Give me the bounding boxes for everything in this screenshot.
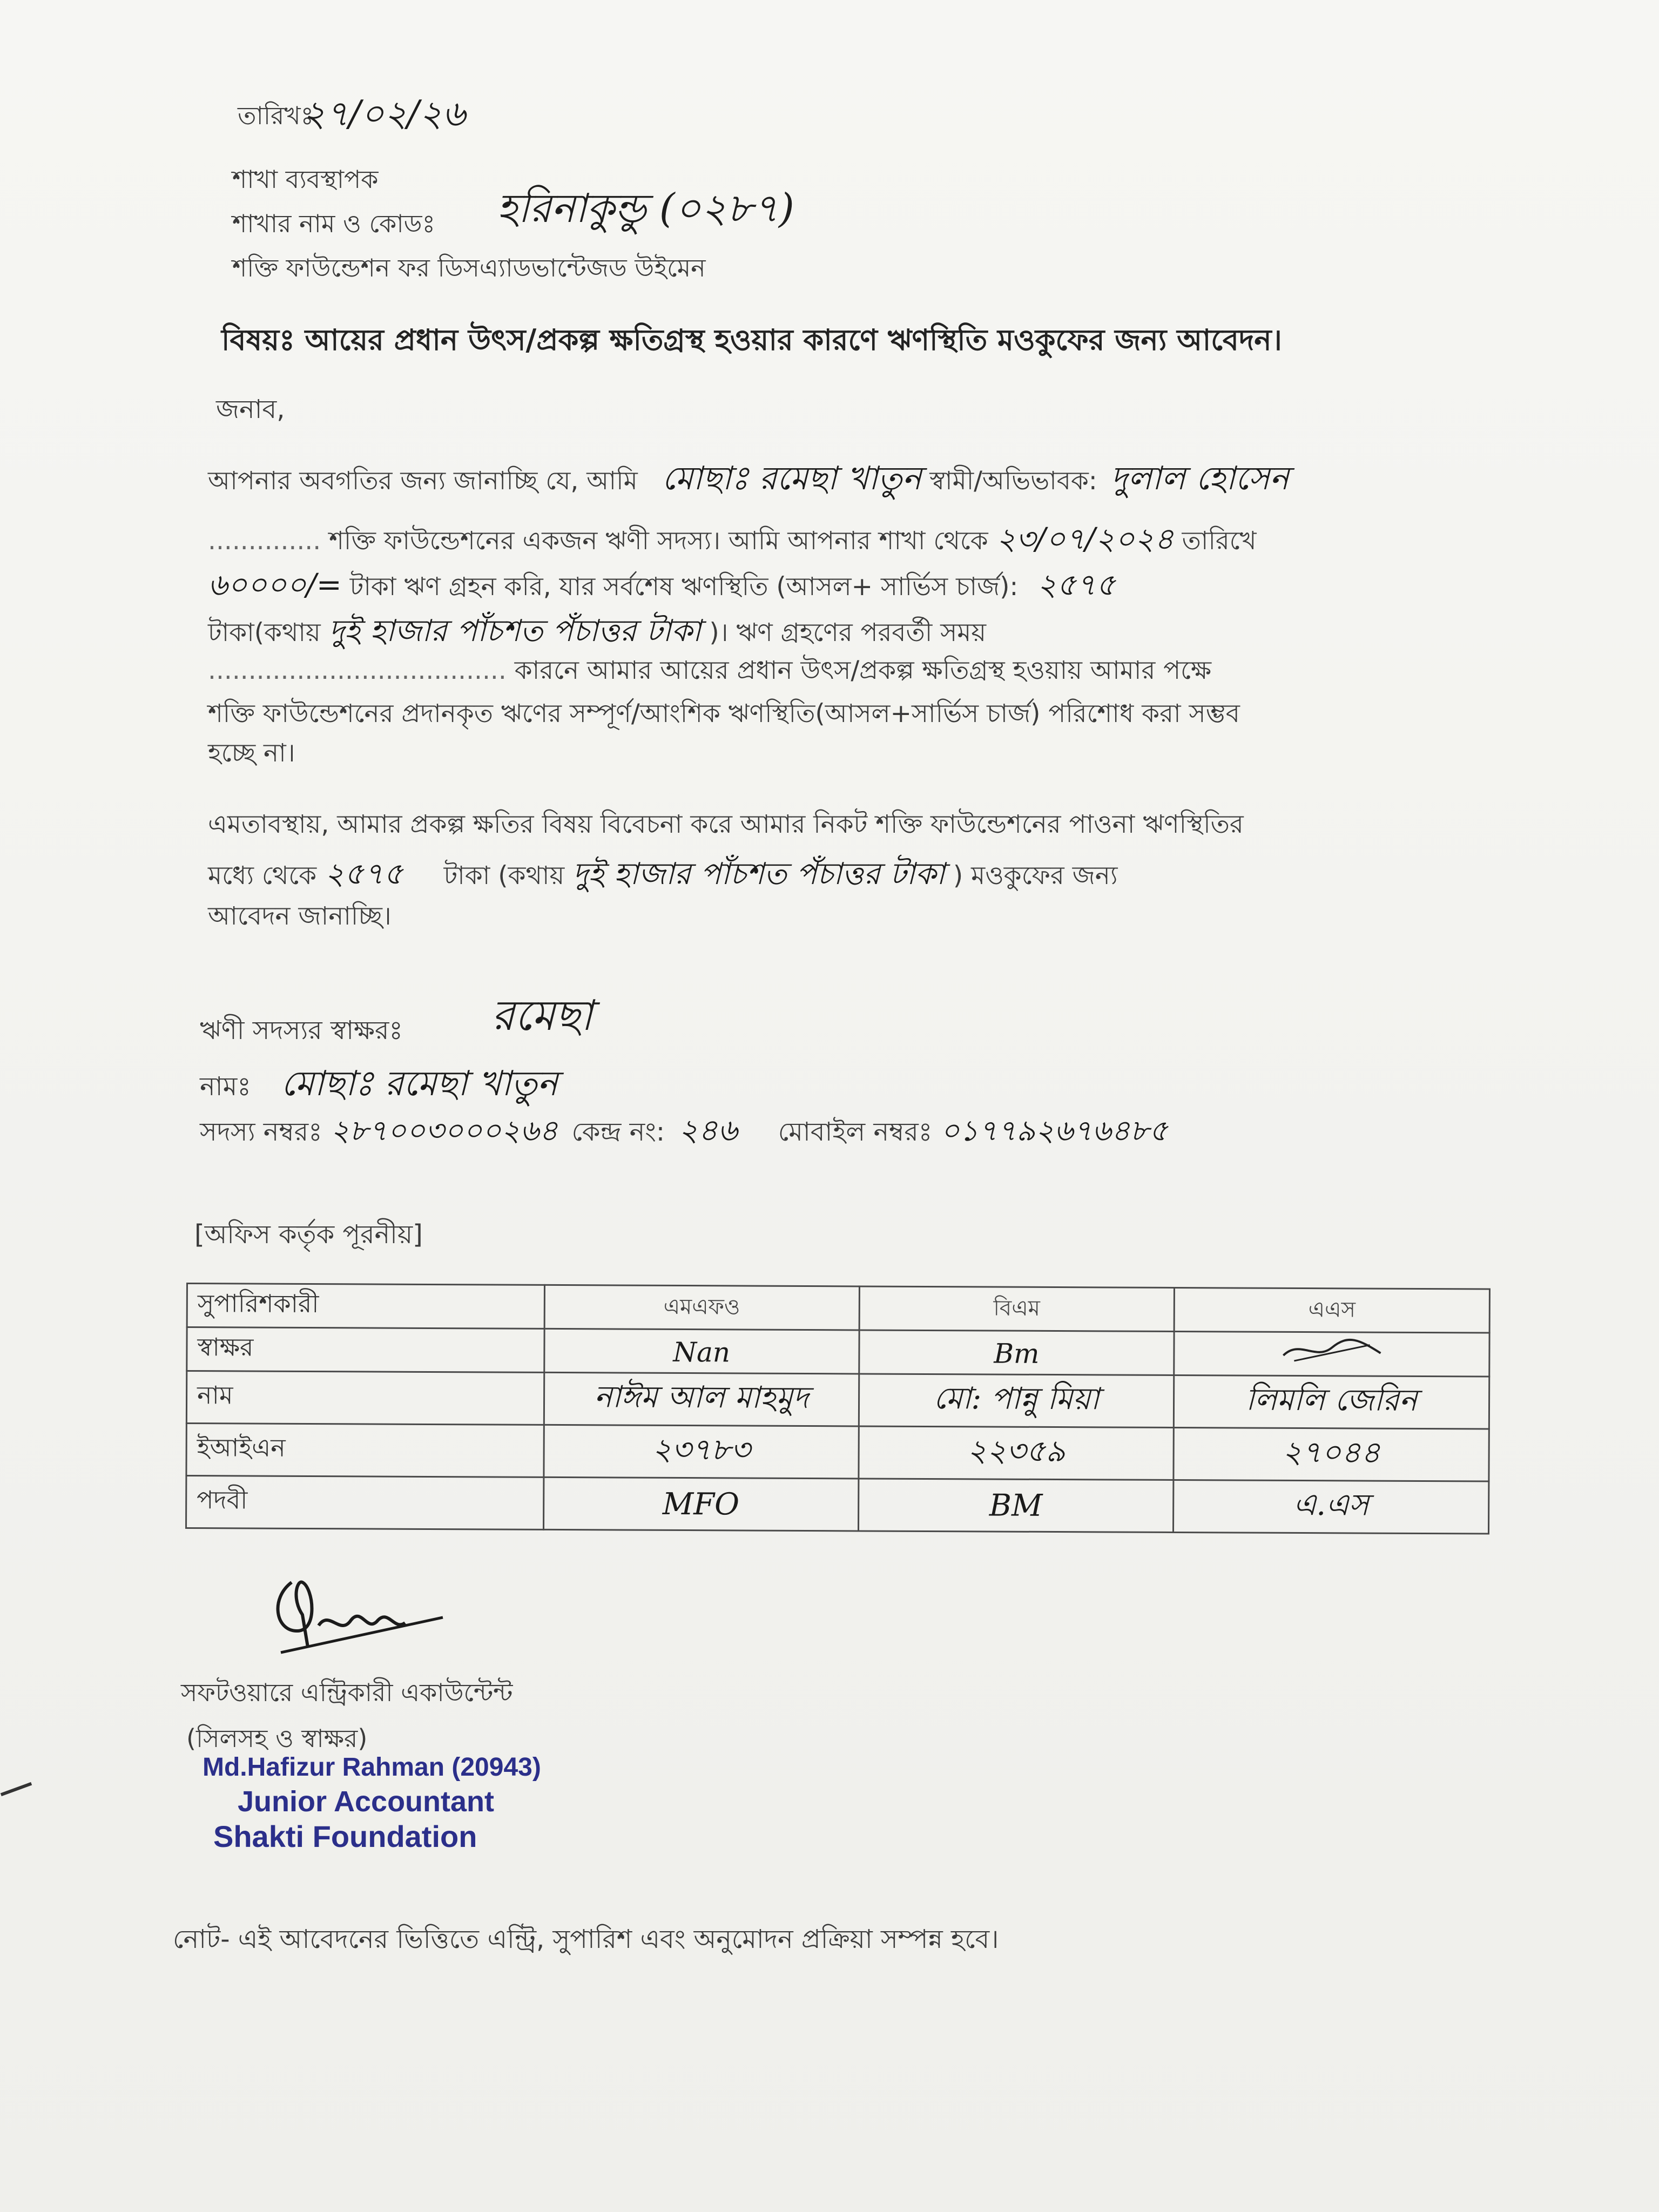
stamp-title: Junior Accountant bbox=[238, 1785, 495, 1818]
col-head-bm: বিএম bbox=[859, 1286, 1175, 1332]
member-signature: রমেছা bbox=[491, 992, 593, 1040]
office-use-label: [অফিস কর্তৃক পূরনীয়] bbox=[194, 1219, 423, 1250]
stamp-organization: Shakti Foundation bbox=[213, 1819, 477, 1853]
paragraph-2-line-1: এমতাবস্থায়, আমার প্রকল্প ক্ষতির বিষয় বিবেচনা করে আমার নিকট শক্তি ফাউন্ডেশনের পাওনা ঋণস্থিতির bbox=[208, 810, 1244, 839]
as-designation: এ.এস bbox=[1174, 1480, 1489, 1534]
addressee-title: শাখা ব্যবস্থাপক bbox=[232, 165, 379, 194]
bm-name: মো: পান্নু মিয়া bbox=[859, 1374, 1174, 1428]
table-row bbox=[187, 1327, 1489, 1377]
text-guardian-label: স্বামী/অভিভাবক: bbox=[929, 466, 1097, 496]
center-value: ২৪৬ bbox=[678, 1113, 738, 1148]
member-number-value: ২৮৭০০৩০০০২৬৪ bbox=[331, 1114, 558, 1148]
footer-note: নোট- এই আবেদনের ভিত্তিতে এন্ট্রি, সুপারিশ এবং অনুমোদন প্রক্রিয়া সম্পন্ন হবে। bbox=[173, 1924, 999, 1954]
dotted-blank: .............. bbox=[208, 526, 321, 556]
balance-fill: ২৫৭৫ bbox=[1037, 568, 1116, 603]
table-row bbox=[186, 1424, 1489, 1482]
loan-amount-fill: ৬০০০০/= bbox=[208, 568, 342, 603]
paragraph-1-line-2 bbox=[208, 516, 1257, 567]
mfo-ein: ২৩৭৮৩ bbox=[544, 1425, 859, 1479]
text-date-suffix: তারিখে bbox=[1182, 526, 1257, 556]
mobile-value: ০১৭৭৯২৬৭৬৪৮৫ bbox=[940, 1114, 1168, 1148]
row-label-designation: পদবী bbox=[186, 1476, 544, 1530]
edge-mark bbox=[1, 1782, 32, 1796]
text-waive-request: ) মওকুফের জন্য bbox=[953, 861, 1118, 891]
mfo-designation: MFO bbox=[543, 1477, 859, 1531]
loan-date-fill: ২৩/০৭/২০২৪ bbox=[996, 522, 1174, 557]
member-name-row bbox=[200, 1057, 558, 1115]
mfo-signature bbox=[544, 1328, 859, 1374]
text-member-statement: শক্তি ফাউন্ডেশনের একজন ঋণী সদস্য। আমি আপনার শাখা থেকে bbox=[329, 526, 988, 556]
as-ein: ২৭০৪৪ bbox=[1174, 1427, 1489, 1481]
waive-words-fill: দুই হাজার পাঁচশত পঁচাত্তর টাকা bbox=[572, 857, 945, 892]
subject-line: বিষয়ঃ আয়ের প্রধান উৎস/প্রকল্প ক্ষতিগ্রস্থ হওয়ার কারণে ঋণস্থিতি মওকুফের জন্য আবেদন। bbox=[221, 323, 1282, 357]
waive-amount-fill: ২৫৭৫ bbox=[325, 857, 403, 892]
branch-value: হরিনাকুন্ডু (০২৮৭) bbox=[497, 185, 794, 232]
paragraph-1-line-6: শক্তি ফাউন্ডেশনের প্রদানকৃত ঋণের সম্পূর্ণ/আংশিক ঋণস্থিতি(আসল+সার্ভিস চার্জ) পরিশোধ করা সম্ভব bbox=[208, 699, 1240, 729]
paragraph-2-line-3: আবেদন জানাচ্ছি। bbox=[208, 901, 392, 931]
paragraph-1-line-5 bbox=[208, 651, 1211, 693]
paragraph-1-line-7: হচ্ছে না। bbox=[208, 738, 295, 768]
text-in-words-label: টাকা(কথায় bbox=[208, 618, 321, 648]
row-label-recommender: সুপারিশকারী bbox=[187, 1284, 544, 1329]
balance-words-fill: দুই হাজার পাঁচশত পঁচাত্তর টাকা bbox=[328, 613, 702, 649]
text-reason: কারনে আমার আয়ের প্রধান উৎস/প্রকল্প ক্ষতিগ্রস্থ হওয়ায় আমার পক্ষে bbox=[514, 656, 1212, 685]
row-label-ein: ইআইএন bbox=[186, 1424, 544, 1478]
organization-name: শক্তি ফাউন্ডেশন ফর ডিসএ্যাডভান্টেজড উইমেন bbox=[232, 253, 706, 282]
as-name: লিমলি জেরিন bbox=[1174, 1375, 1489, 1429]
recommendation-table bbox=[185, 1283, 1491, 1535]
member-name-fill: মোছাঃ রমেছা খাতুন bbox=[662, 460, 922, 497]
text-in-words: টাকা (কথায় bbox=[443, 861, 565, 891]
table-row bbox=[187, 1284, 1489, 1333]
paragraph-1-line-3 bbox=[208, 562, 1116, 612]
text-after-loan: )। ঋণ গ্রহণের পরবর্তী সময় bbox=[709, 618, 987, 648]
member-signature-label: ঋণী সদস্যর স্বাক্ষরঃ bbox=[200, 1015, 403, 1046]
guardian-name-fill: দুলাল হোসেন bbox=[1110, 460, 1289, 497]
row-label-name: নাম bbox=[186, 1371, 544, 1425]
member-name-label: নামঃ bbox=[200, 1071, 251, 1102]
mfo-name: নাঈম আল মাহমুদ bbox=[544, 1372, 859, 1426]
branch-label: শাখার নাম ও কোডঃ bbox=[232, 209, 436, 238]
date-value: ২৭/০২/২৬ bbox=[302, 93, 466, 134]
as-signature bbox=[1174, 1331, 1489, 1377]
salutation: জনাব, bbox=[216, 394, 285, 424]
date-label: তারিখঃ bbox=[238, 101, 314, 130]
row-label-signature: স্বাক্ষর bbox=[187, 1327, 544, 1373]
paragraph-1-line-1 bbox=[208, 454, 1289, 508]
accountant-label: সফটওয়ারে এন্ট্রিকারী একাউন্টেন্ট bbox=[181, 1678, 513, 1707]
bm-signature-text: Bm bbox=[994, 1338, 1040, 1370]
bm-designation: BM bbox=[858, 1479, 1174, 1533]
mobile-label: মোবাইল নম্বরঃ bbox=[778, 1117, 933, 1147]
col-head-mfo: এমএফও bbox=[544, 1285, 860, 1330]
paragraph-2-line-2 bbox=[208, 851, 1117, 901]
member-details-row bbox=[200, 1107, 1168, 1158]
bm-ein: ২২৩৫৯ bbox=[859, 1426, 1174, 1480]
dotted-blank-long: ..................................... bbox=[208, 656, 507, 685]
member-number-label: সদস্য নম্বরঃ bbox=[200, 1117, 322, 1147]
member-name-value: মোছাঃ রমেছা খাতুন bbox=[281, 1064, 558, 1104]
table-row bbox=[186, 1371, 1489, 1429]
table-row bbox=[186, 1476, 1489, 1534]
text-loan-balance: টাকা ঋণ গ্রহন করি, যার সর্বশেষ ঋণস্থিতি (আসল+ সার্ভিস চার্জ): bbox=[349, 572, 1019, 602]
accountant-seal-note: (সিলসহ ও স্বাক্ষর) bbox=[186, 1724, 368, 1753]
stamp-name: Md.Hafizur Rahman (20943) bbox=[203, 1753, 541, 1782]
center-label: কেন্দ্র নং: bbox=[571, 1117, 665, 1147]
mfo-signature-text: Nan bbox=[673, 1336, 731, 1368]
text-from-within: মধ্যে থেকে bbox=[208, 861, 317, 891]
bm-signature bbox=[859, 1330, 1175, 1375]
col-head-as: এএস bbox=[1174, 1287, 1489, 1333]
accountant-signature bbox=[259, 1566, 464, 1669]
text-intro: আপনার অবগতির জন্য জানাচ্ছি যে, আমি bbox=[208, 466, 638, 496]
as-signature-scribble bbox=[1278, 1334, 1386, 1367]
